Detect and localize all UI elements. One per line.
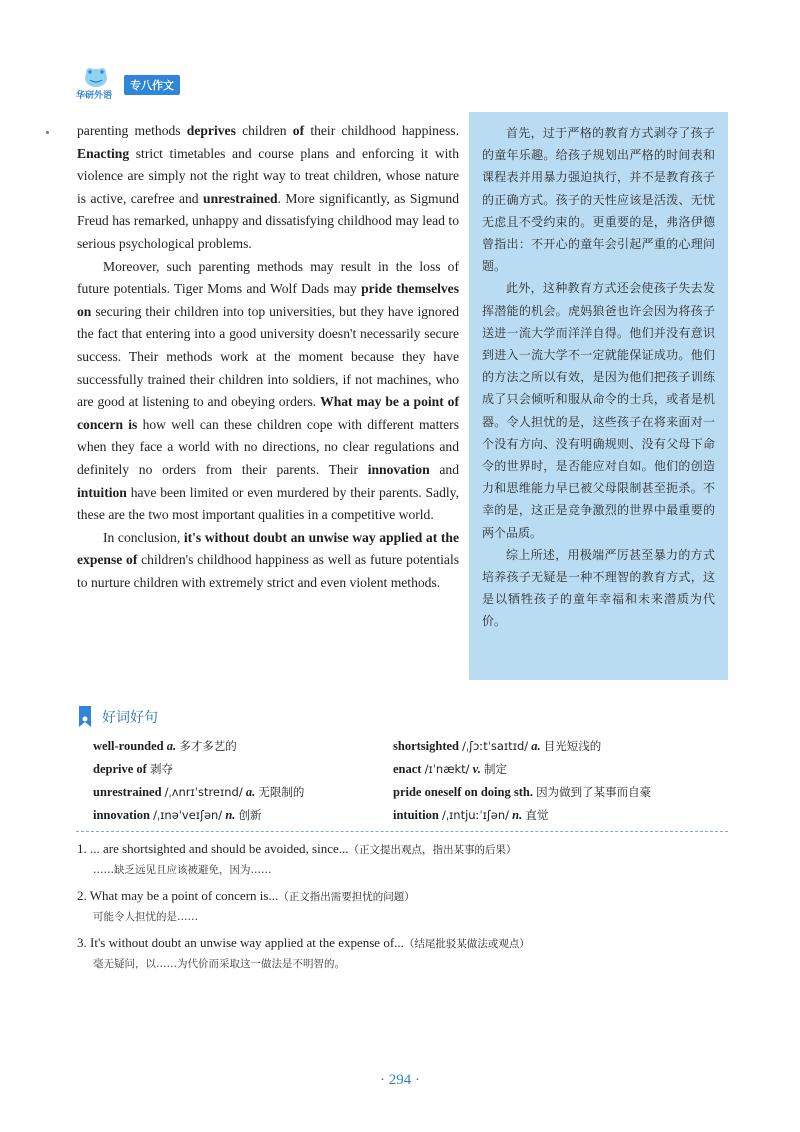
- vocab-part-of-speech: a.: [531, 739, 541, 753]
- english-paragraph-2: [77, 256, 459, 527]
- vocab-section-title: [76, 705, 158, 729]
- vocab-list: [93, 737, 713, 825]
- vocab-meaning: 剥夺: [149, 762, 173, 776]
- pattern-usage-note: （正文提出观点，指出某事的后果）: [348, 844, 517, 856]
- sentence-patterns: [77, 839, 727, 980]
- english-paragraph-3: [77, 527, 459, 595]
- essay-text: and: [429, 461, 459, 477]
- essay-text: their childhood happiness.: [304, 123, 459, 138]
- vocab-part-of-speech: a.: [166, 739, 177, 753]
- vocab-item: [93, 737, 393, 756]
- key-phrase: What may be a point of concern is: [77, 394, 459, 432]
- vocab-item: [393, 737, 713, 756]
- vocab-term: well-rounded: [93, 739, 164, 753]
- dashed-divider: [76, 831, 728, 832]
- vocab-part-of-speech: a.: [245, 785, 256, 799]
- essay-text: . More significantly, as Sigmund Freud has remarked, unhappy and dissatisfying childhood may lead to serious psychological problems.: [77, 190, 459, 251]
- chinese-paragraph-2: 此外，这种教育方式还会使孩子失去发挥潜能的机会。虎妈狼爸也许会因为将孩子送进一流大学而洋洋自得。他们并没有意识到进入一流大学不一定就能保证成功。他们的方法之所以有效，是因为他们把孩子训练成了只会倾听和服从命令的士兵，或者是机器。令人担忧的是，这些孩子在将来面对一个没有方向、没有明确规则、没有父母下命令的世界时，是否能应对自如。他们的创造力和思维能力早已被父母限制甚至扼杀。不幸的是，这正是竞争激烈的世界中最重要的两个品质。: [482, 281, 715, 540]
- sentence-pattern: [77, 839, 727, 880]
- section-tag: 专八作文: [124, 75, 180, 95]
- english-paragraph-1: [77, 120, 459, 256]
- vocab-part-of-speech: n.: [512, 808, 523, 822]
- margin-dot: [46, 131, 49, 134]
- bookmark-icon: [76, 705, 94, 729]
- essay-text: children's childhood happiness as well as future potentials to nurture children with extremely strict and even violent methods.: [77, 552, 460, 590]
- vocab-item: [393, 783, 713, 802]
- pattern-translation: 可能令人担忧的是……: [93, 911, 198, 923]
- essay-text: how well can these children cope with different matters when they face a world with no directions, no clear regulations and definitely no orders from their parents. Their: [77, 416, 459, 477]
- page-header: [76, 64, 180, 100]
- vocab-term: shortsighted: [393, 739, 459, 753]
- vocab-term: unrestrained: [93, 785, 162, 799]
- vocab-meaning: 直觉: [525, 808, 549, 822]
- vocab-term: intuition: [393, 808, 439, 822]
- vocab-pronunciation: /ˌɪnəˈveɪʃən/: [153, 808, 223, 822]
- key-phrase: intuition: [77, 484, 127, 500]
- vocab-meaning: 因为做到了某事而自豪: [536, 785, 652, 799]
- chinese-paragraph-3: 综上所述，用极端严厉甚至暴力的方式培养孩子无疑是一种不理智的教育方式，这是以牺牲孩子的童年幸福和未来潜质为代价。: [482, 547, 715, 629]
- essay-text: strict timetables and course plans and enforcing it with violence are simply not the right way to treat children, whose nature is active, carefree and: [77, 145, 459, 206]
- vocab-pronunciation: /ɪˈnækt/: [424, 762, 470, 776]
- key-phrase: unrestrained: [203, 190, 278, 206]
- vocab-part-of-speech: v.: [472, 762, 481, 776]
- vocab-term: deprive of: [93, 762, 147, 776]
- essay-text: Moreover, such parenting methods may result in the loss of future potentials. Tiger Moms and Wolf Dads may: [77, 258, 459, 297]
- key-phrase: of: [292, 123, 305, 138]
- essay-text: parenting methods: [77, 123, 187, 138]
- vocab-pronunciation: /ˌɪntjuːˈɪʃən/: [441, 808, 509, 822]
- vocab-item: [393, 806, 713, 825]
- vocab-item: [93, 760, 393, 779]
- vocab-item: [93, 783, 393, 802]
- vocab-meaning: 无限制的: [258, 785, 305, 799]
- key-phrase: innovation: [367, 461, 430, 477]
- chinese-translation-panel: [469, 112, 728, 680]
- vocab-title: 好词好句: [102, 710, 158, 726]
- vocab-term: innovation: [93, 808, 150, 822]
- essay-text: In conclusion,: [103, 529, 184, 545]
- vocab-part-of-speech: n.: [225, 808, 236, 822]
- publisher-logo: [76, 64, 116, 100]
- vocab-meaning: 多才多艺的: [179, 739, 237, 753]
- key-phrase: deprives: [186, 123, 236, 138]
- essay-text: children: [235, 123, 293, 138]
- essay-text: securing their children into top universities, but they have ignored the fact that entering into a good university doesn't necessarily secure success. Their methods work at the moment because they have successfully trained their children into soldiers, if not machines, who are good at listening to and obeying orders.: [77, 303, 459, 410]
- vocab-pronunciation: /ˌʃɔːtˈsaɪtɪd/: [462, 739, 529, 753]
- chinese-paragraph-1: 首先，过于严格的教育方式剥夺了孩子的童年乐趣。给孩子规划出严格的时间表和课程表并用暴力强迫执行，并不是教育孩子的正确方式。孩子的天性应该是活泼、无忧无虑且不受约束的。更重要的是，弗洛伊德曾指出：不开心的童年会引起严重的心理问题。: [482, 126, 715, 274]
- vocab-term: pride oneself on doing sth.: [393, 785, 533, 799]
- vocab-item: [93, 806, 393, 825]
- page-number: · 294 ·: [380, 1072, 420, 1088]
- english-essay: [77, 120, 459, 594]
- key-phrase: pride themselves on: [77, 281, 459, 319]
- sentence-pattern: [77, 933, 727, 974]
- key-phrase: it's without doubt an unwise way applied at the expense of: [77, 529, 459, 568]
- key-phrase: Enacting: [77, 145, 130, 161]
- vocab-meaning: 目光短浅的: [543, 739, 602, 753]
- vocab-term: enact: [393, 762, 422, 776]
- pattern-english: 2. What may be a point of concern is...: [77, 888, 279, 903]
- logo-text: 华研外语: [76, 91, 113, 101]
- essay-text: have been limited or even murdered by their parents. Sadly, these are the two most important qualities in a competitive world.: [77, 484, 459, 523]
- pattern-english: 1. ... are shortsighted and should be avoided, since...: [77, 841, 349, 856]
- pattern-english: 3. It's without doubt an unwise way applied at the expense of...: [77, 935, 404, 950]
- pattern-usage-note: （结尾批驳某做法或观点）: [403, 938, 530, 950]
- pattern-translation: ……缺乏远见且应该被避免，因为……: [93, 864, 272, 876]
- vocab-meaning: 创新: [238, 808, 262, 822]
- vocab-meaning: 制定: [484, 762, 507, 776]
- vocab-pronunciation: /ˌʌnrɪˈstreɪnd/: [164, 785, 243, 799]
- vocab-item: [393, 760, 713, 779]
- sentence-pattern: [77, 886, 727, 927]
- pattern-translation: 毫无疑问，以……为代价而采取这一做法是不明智的。: [93, 958, 345, 970]
- pattern-usage-note: （正文指出需要担忧的问题）: [278, 891, 415, 903]
